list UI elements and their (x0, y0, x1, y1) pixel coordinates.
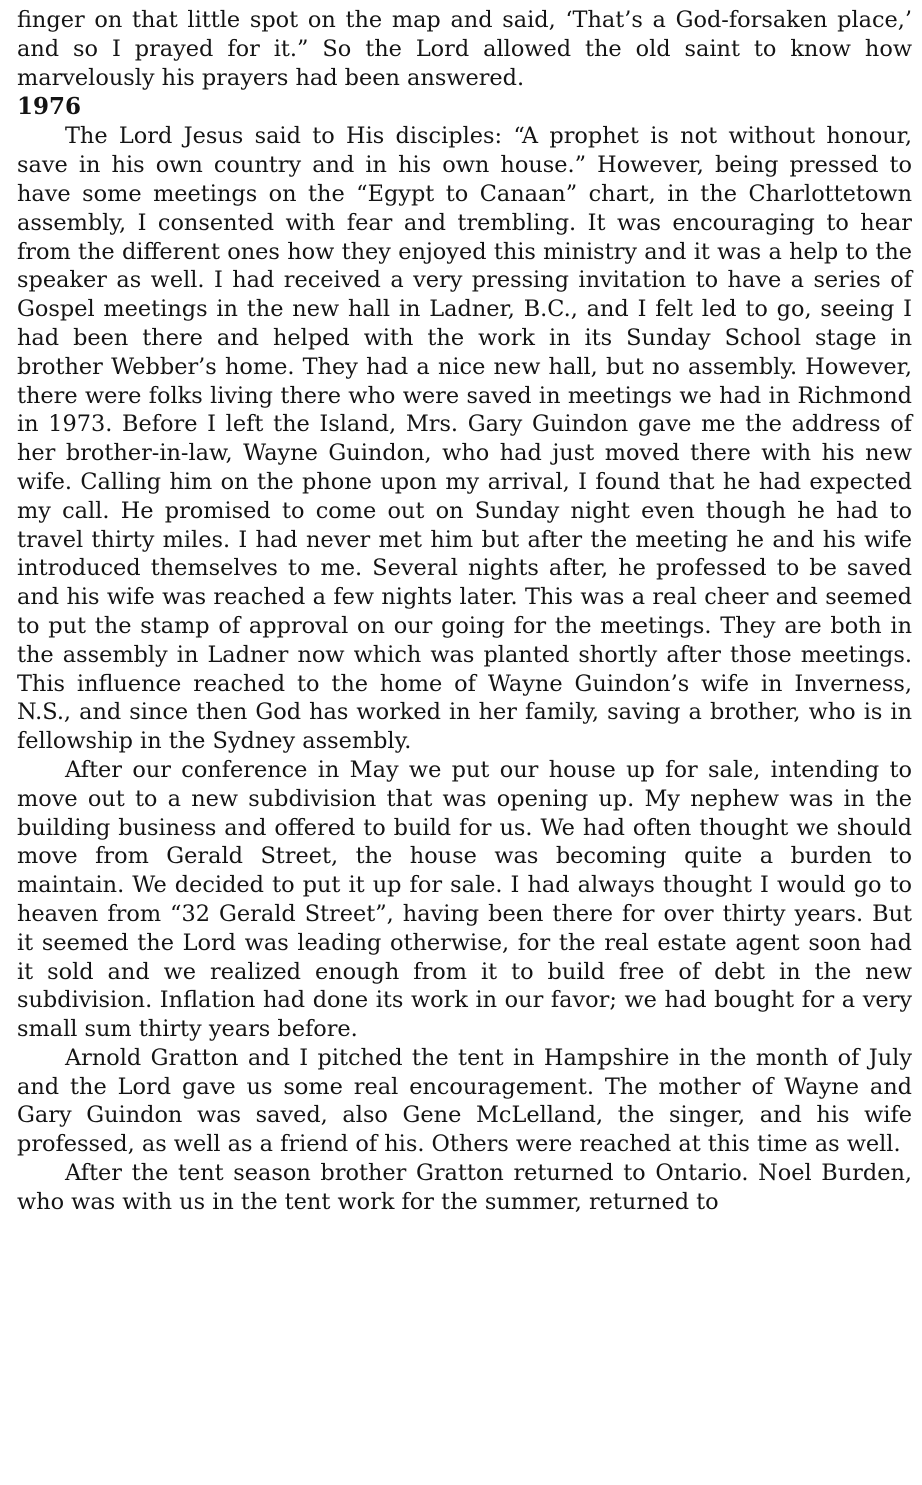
opening-paragraph: finger on that little spot on the map and said, ‘That’s a God-forsaken place,’ and so I prayed for it.” So the Lord allowed the old saint to know how marvelously his prayers had been answered. (17, 7, 912, 91)
paragraph-4: After the tent season brother Gratton returned to Ontario. Noel Burden, who was with us in the tent work for the summer, returned to (17, 1160, 912, 1215)
paragraph-3: Arnold Gratton and I pitched the tent in Hampshire in the month of July and the Lord gave us some real encouragement. The mother of Wayne and Gary Guindon was saved, also Gene McLelland, the singer, and his wife professed, as well as a friend of his. Others were reached at this time as well. (17, 1044, 912, 1158)
section-heading-year: 1976 (17, 93, 82, 121)
paragraph-1: The Lord Jesus said to His disciples: “A prophet is not without honour, save in his own country and in his own house.” However, being pressed to have some meetings on the “Egypt to Canaan” chart, in the Charlottetown assembly, I consented with fear and trembling. It was encouraging to hear from the different ones how they enjoyed this ministry and it was a help to the speaker as well. I had received a very pressing invitation to have a series of Gospel meetings in the new hall in Ladner, B.C., and I felt led to go, seeing I had been there and helped with the work in its Sunday School stage in brother Webber’s home. They had a nice new hall, but no assembly. However, there were folks living there who were saved in meetings we had in Richmond in 1973. Before I left the Island, Mrs. Gary Guindon gave me the address of her brother-in-law, Wayne Guindon, who had just moved there with his new wife. Calling him on the phone upon my arrival, I found that he had expected my call. He promised to come out on Sunday night even though he had to travel thirty miles. I had never met him but after the meeting he and his wife introduced themselves to me. Several nights after, he professed to be saved and his wife was reached a few nights later. This was a real cheer and seemed to put the stamp of approval on our going for the meetings. They are both in the assembly in Ladner now which was planted shortly after those meetings. This influence reached to the home of Wayne Guindon’s wife in Inverness, N.S., and since then God has worked in her family, saving a brother, who is in fellowship in the Sydney assembly. (17, 123, 912, 755)
document-page (17, 6, 912, 1217)
paragraph-2: After our conference in May we put our house up for sale, intending to move out to a new subdivision that was opening up. My nephew was in the building business and offered to build for us. We had often thought we should move from Gerald Street, the house was becoming quite a burden to maintain. We decided to put it up for sale. I had always thought I would go to heaven from “32 Gerald Street”, having been there for over thirty years. But it seemed the Lord was leading otherwise, for the real estate agent soon had it sold and we realized enough from it to build free of debt in the new subdivision. Inflation had done its work in our favor; we had bought for a very small sum thirty years before. (17, 756, 912, 1043)
